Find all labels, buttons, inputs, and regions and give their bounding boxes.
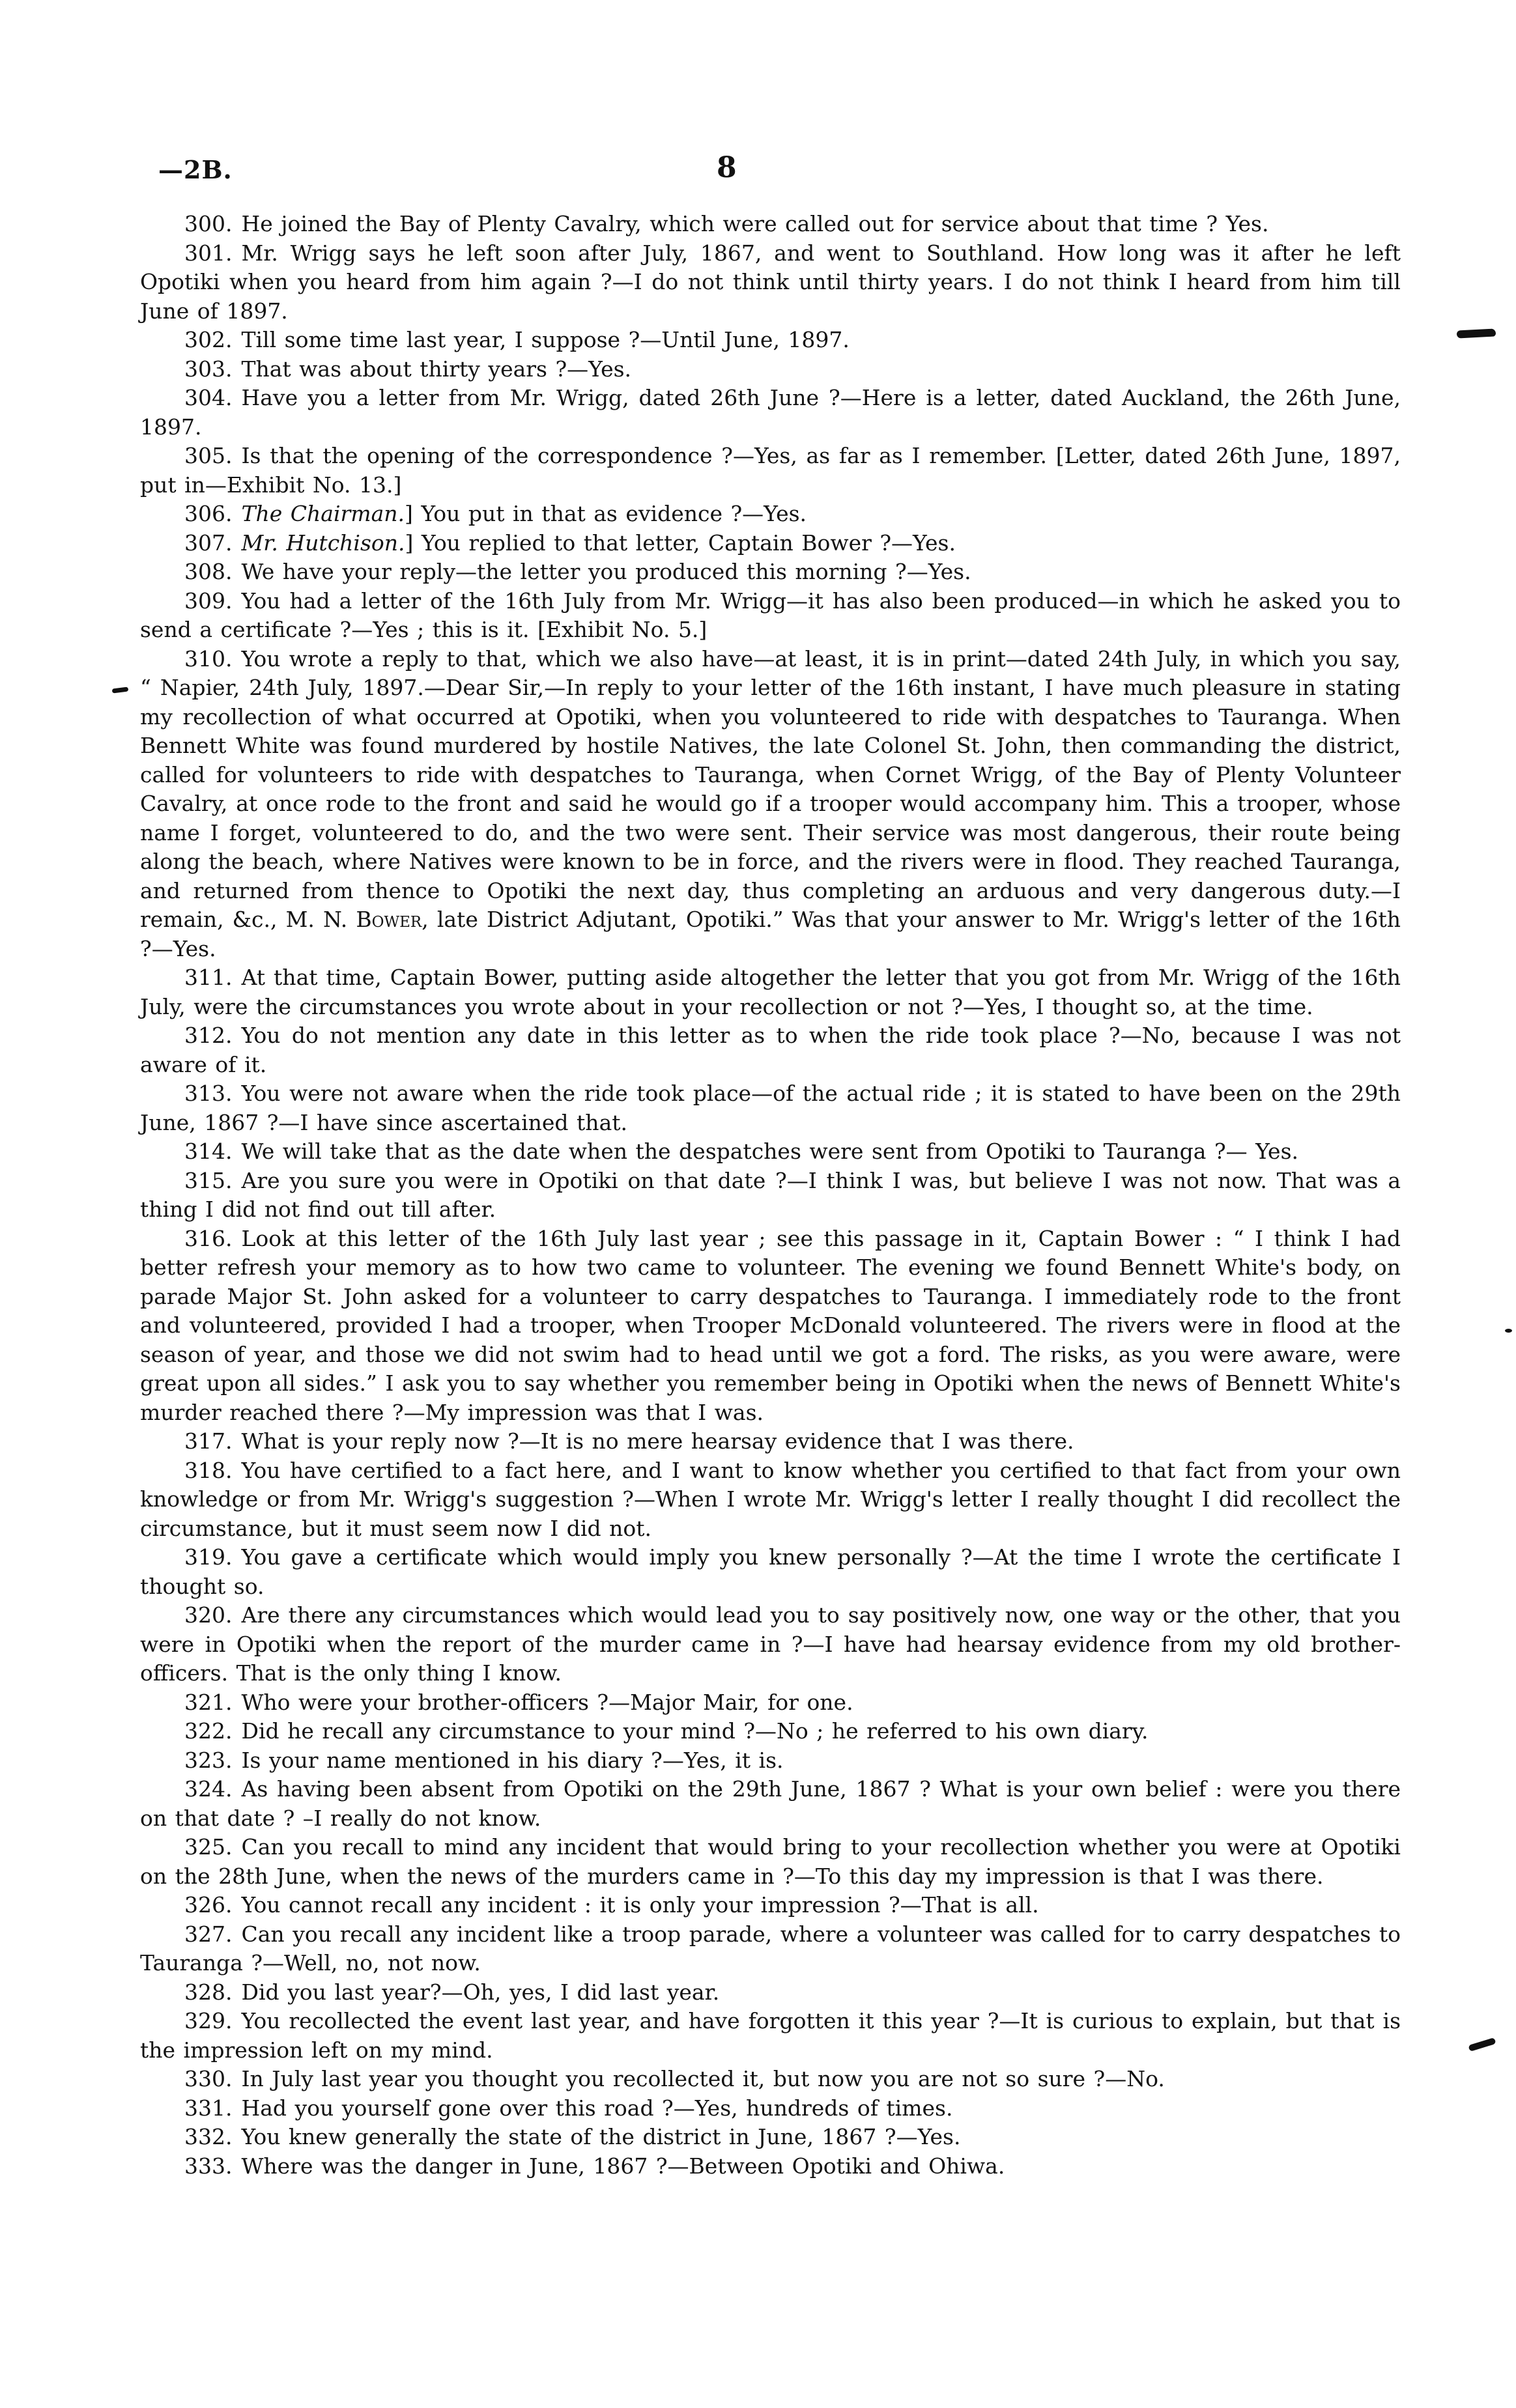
qa-paragraph [140,1717,1401,1746]
qa-paragraph [140,558,1401,587]
qa-paragraph [140,500,1401,529]
qa-number: 305. [184,443,233,468]
qa-paragraph [140,1427,1401,1456]
qa-text-segment: You recollected the event last year, and have forgotten it this year ?—It is curious to explain, but that is the impression left on my mind. [140,2008,1401,2063]
qa-paragraph [140,1543,1401,1601]
qa-number: 311. [184,965,233,990]
qa-text-segment: ] You replied to that letter, Captain Bower ?—Yes. [405,530,956,556]
ink-smudge-mark [1457,328,1496,338]
qa-text-segment: Bower [356,907,422,932]
qa-number: 315. [184,1167,233,1193]
qa-paragraph [140,1978,1401,2007]
qa-paragraph [140,1456,1401,1544]
qa-text-segment: You do not mention any date in this letter as to when the ride took place ?—No, because I was not aware of it. [140,1023,1401,1077]
qa-paragraph [140,645,1401,964]
qa-text-segment: What is your reply now ?—It is no mere hearsay evidence that I was there. [241,1428,1074,1454]
qa-text-segment: Can you recall to mind any incident that would bring to your recollection whether you were at Opotiki on the 28th June, when the news of the murders came in ?—To this day my impression is that I was there. [140,1834,1401,1889]
qa-text-segment: As having been absent from Opotiki on the 29th June, 1867 ? What is your own belief : were you there on that date ? –I really do not know. [140,1776,1401,1831]
qa-paragraph [140,2152,1401,2181]
qa-paragraph [140,1891,1401,1920]
qa-paragraph [140,1079,1401,1137]
qa-text-segment: Mr. Wrigg says he left soon after July, 1867, and went to Southland. How long was it after he left Opotiki when you heard from him again ?—I do not think until thirty years. I do not think I heard from him till June of 1897. [140,240,1401,324]
qa-number: 309. [184,588,233,614]
qa-text-segment: We will take that as the date when the despatches were sent from Opotiki to Tauranga ?— Yes. [241,1139,1298,1164]
qa-number: 310. [184,645,233,672]
qa-text-segment: Where was the danger in June, 1867 ?—Between Opotiki and Ohiwa. [241,2153,1005,2179]
qa-paragraph [140,1225,1401,1428]
qa-text-segment: In July last year you thought you recollected it, but now you are not so sure ?—No. [241,2066,1165,2091]
qa-paragraph [140,963,1401,1021]
qa-number: 307. [184,530,233,556]
qa-number: 332. [184,2124,233,2149]
qa-paragraph [140,1601,1401,1688]
qa-paragraph [140,326,1401,355]
qa-text-segment: The Chairman. [241,501,405,526]
qa-text-segment: ] You put in that as evidence ?—Yes. [404,501,807,526]
qa-text-segment: Mr. Hutchison. [241,530,405,556]
qa-number: 301. [184,240,233,266]
qa-number: 324. [184,1776,233,1802]
qa-text-segment: Is your name mentioned in his diary ?—Yes, it is. [241,1747,784,1773]
qa-list [140,210,1401,2181]
qa-text-segment: You wrote a reply to that, which we also have—at least, it is in print—dated 24th July, in which you say, “ Napier, 24th July, 1897.—Dear Sir,—In reply to your letter of the 16th instant, I have much pleasure in stating my recollection of what occurred at Opotiki, when you volunteered to ride with despatches to Tauranga. When Bennett White was found murdered by hostile Natives, the late Colonel St. John, then commanding the district, called for volunteers to ride with despatches to Tauranga, when Cornet Wrigg, of the Bay of Plenty Volunteer Cavalry, at once rode to the front and said he would go if a trooper would accompany him. This a trooper, whose name I forget, volunteered to do, and the two were sent. Their service was most dangerous, their route being along the beach, where Natives were known to be in force, and the rivers were in flood. They reached Tauranga, and returned from thence to Opotiki the next day, thus completing an arduous and very dangerous duty.—I remain, &c., M. N. [140,645,1401,932]
qa-number: 317. [184,1428,233,1454]
qa-number: 300. [184,211,233,236]
qa-number: 314. [184,1139,233,1164]
qa-text-segment: Did you last year?—Oh, yes, I did last year. [241,1979,720,2005]
qa-paragraph [140,1833,1401,1891]
qa-paragraph [140,1920,1401,1978]
qa-text-segment: You were not aware when the ride took place—of the actual ride ; it is stated to have been on the 29th June, 1867 ?—I have since ascertained that. [140,1081,1401,1135]
qa-paragraph [140,587,1401,645]
ink-stroke-mark [1468,2037,1496,2052]
page-number: 8 [717,151,737,184]
qa-number: 321. [184,1689,233,1715]
qa-paragraph [140,384,1401,442]
qa-number: 329. [184,2008,233,2033]
qa-number: 333. [184,2153,233,2179]
qa-text-segment: Can you recall any incident like a troop parade, where a volunteer was called for to carry despatches to Tauranga ?—Well, no, not now. [140,1921,1401,1976]
qa-text-segment: At that time, Captain Bower, putting aside altogether the letter that you got from Mr. Wrigg of the 16th July, were the circumstances you wrote about in your recollection or not ?—Yes, I thought so, at the time. [140,965,1401,1019]
qa-text-segment: Is that the opening of the correspondence ?—Yes, as far as I remember. [Letter, dated 26th June, 1897, put in—Exhibit No. 13.] [140,443,1401,498]
qa-number: 313. [184,1081,233,1106]
qa-text-segment: You had a letter of the 16th July from Mr. Wrigg—it has also been produced—in which he asked you to send a certificate ?—Yes ; this is it. [Exhibit No. 5.] [140,588,1401,642]
qa-paragraph [140,2007,1401,2065]
qa-text-segment: You knew generally the state of the district in June, 1867 ?—Yes. [241,2124,961,2149]
printer-signature-mark: —2B. [158,155,233,184]
qa-text-segment: Are there any circumstances which would lead you to say positively now, one way or the other, that you were in Opotiki when the report of the murder came in ?—I have had hearsay evidence from my old brother-officers. That is the only thing I know. [140,1602,1401,1686]
qa-number: 318. [184,1457,233,1483]
qa-paragraph [140,2094,1401,2123]
qa-number: 328. [184,1979,233,2005]
qa-text-segment: You have certified to a fact here, and I want to know whether you certified to that fact from your own knowledge or from Mr. Wrigg's suggestion ?—When I wrote Mr. Wrigg's letter I really thought I did recollect the circumstance, but it must seem now I did not. [140,1457,1401,1541]
qa-number: 308. [184,559,233,584]
qa-paragraph [140,529,1401,558]
qa-text-segment: That was about thirty years ?—Yes. [241,356,632,382]
ink-dash-mark [112,687,129,694]
qa-number: 327. [184,1921,233,1947]
qa-text-segment: , late District Adjutant, Opotiki.” Was that your answer to Mr. Wrigg's letter of the 16th ?—Yes. [140,907,1401,961]
qa-number: 320. [184,1602,233,1628]
qa-text-segment: Had you yourself gone over this road ?—Yes, hundreds of times. [241,2095,953,2121]
qa-paragraph [140,1746,1401,1776]
qa-paragraph [140,1775,1401,1833]
qa-text-segment: Who were your brother-officers ?—Major Mair, for one. [241,1689,853,1715]
qa-text-segment: Till some time last year, I suppose ?—Until June, 1897. [241,327,850,352]
qa-paragraph [140,442,1401,500]
qa-paragraph [140,2065,1401,2094]
qa-paragraph [140,1021,1401,1079]
qa-paragraph [140,2123,1401,2152]
qa-text-segment: Have you a letter from Mr. Wrigg, dated 26th June ?—Here is a letter, dated Auckland, the 26th June, 1897. [140,385,1401,440]
qa-number: 325. [184,1834,233,1860]
qa-paragraph [140,1167,1401,1225]
qa-number: 303. [184,356,233,382]
qa-number: 302. [184,327,233,352]
qa-number: 312. [184,1023,233,1048]
qa-number: 306. [184,501,233,526]
qa-paragraph [140,1137,1401,1167]
qa-paragraph [140,355,1401,384]
qa-number: 304. [184,385,233,410]
qa-text-segment: Did he recall any circumstance to your mind ?—No ; he referred to his own diary. [241,1718,1149,1744]
qa-number: 319. [184,1544,233,1570]
qa-number: 316. [184,1225,233,1251]
qa-paragraph [140,210,1401,239]
qa-text-segment: Look at this letter of the 16th July last year ; see this passage in it, Captain Bower : “ I think I had better refresh your memory as to how two came to volunteer. The evening we found Bennett White's body, on parade Major St. John asked for a volunteer to carry despatches to Tauranga. I immediately rode to the front and volunteered, provided I had a trooper, when Trooper McDonald volunteered. The rivers were in flood at the season of year, and those we did not swim had to head until we got a ford. The risks, as you were aware, were great upon all sides.” I ask you to say whether you remember being in Opotiki when the news of Bennett White's murder reached there ?—My impression was that I was. [140,1225,1401,1425]
qa-number: 330. [184,2066,233,2091]
qa-text-segment: He joined the Bay of Plenty Cavalry, which were called out for service about that time ? Yes. [241,211,1269,236]
qa-paragraph [140,239,1401,326]
qa-number: 331. [184,2095,233,2121]
qa-text-segment: Are you sure you were in Opotiki on that date ?—I think I was, but believe I was not now. That was a thing I did not find out till after. [140,1167,1401,1222]
qa-number: 326. [184,1892,233,1918]
qa-paragraph [140,1688,1401,1718]
qa-text-segment: You gave a certificate which would imply you knew personally ?—At the time I wrote the certificate I thought so. [140,1544,1401,1599]
qa-text-segment: You cannot recall any incident : it is only your impression ?—That is all. [241,1892,1039,1918]
qa-text-segment: We have your reply—the letter you produced this morning ?—Yes. [241,559,971,584]
ink-speck-mark [1505,1329,1512,1333]
qa-number: 323. [184,1747,233,1773]
qa-number: 322. [184,1718,233,1744]
